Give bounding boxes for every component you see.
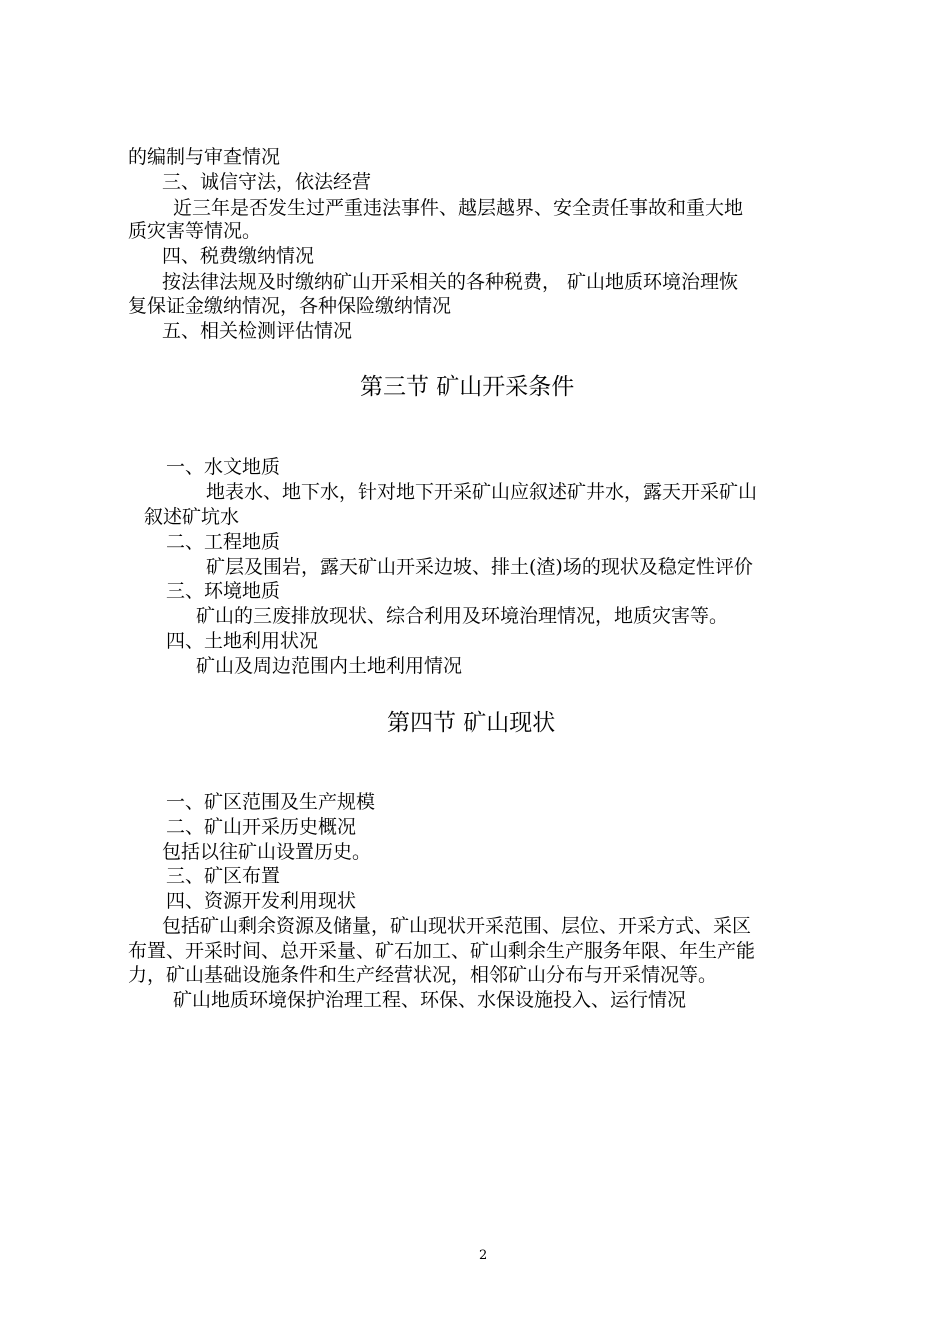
body-line: 力，矿山基础设施条件和生产经营状况，相邻矿山分布与开采情况等。 [128,964,718,986]
item-heading-engineering-geology: 二、工程地质 [166,531,281,553]
body-line: 按法律法规及时缴纳矿山开采相关的各种税费， 矿山地质环境治理恢 [162,271,739,293]
body-line: 地表水、地下水，针对地下开采矿山应叙述矿井水，露天开采矿山 [206,481,758,503]
item-heading-resources: 四、资源开发利用现状 [166,890,357,912]
item-heading-integrity: 三、诚信守法，依法经营 [162,171,372,193]
body-line: 的编制与审查情况 [128,146,281,168]
page-number: 2 [479,1248,488,1263]
section-title-mine-status: 第四节 矿山现状 [387,710,556,736]
item-heading-mine-area: 一、矿区范围及生产规模 [166,791,376,813]
item-heading-taxes: 四、税费缴纳情况 [162,245,315,267]
body-line: 矿山的三废排放现状、综合利用及环境治理情况，地质灾害等。 [196,605,729,627]
item-heading-land-use: 四、土地利用状况 [166,630,319,652]
body-line: 复保证金缴纳情况，各种保险缴纳情况 [128,295,452,317]
body-line: 质灾害等情况。 [128,220,262,242]
item-heading-layout: 三、矿区布置 [166,865,281,887]
item-heading-hydrogeology: 一、水文地质 [166,456,281,478]
body-line: 叙述矿坑水 [144,506,240,528]
body-line: 布置、开采时间、总开采量、矿石加工、矿山剩余生产服务年限、年生产能 [128,940,756,962]
item-heading-environmental-geology: 三、环境地质 [166,580,281,602]
body-line: 近三年是否发生过严重违法事件、越层越界、安全责任事故和重大地 [173,197,744,219]
body-line: 矿层及围岩，露天矿山开采边坡、排土(渣)场的现状及稳定性评价 [206,556,753,578]
body-line: 包括矿山剩余资源及储量，矿山现状开采范围、层位、开采方式、采区 [162,915,752,937]
item-heading-assessment: 五、相关检测评估情况 [162,320,353,342]
item-heading-history: 二、矿山开采历史概况 [166,816,357,838]
body-line: 包括以往矿山设置历史。 [162,841,372,863]
section-title-mining-conditions: 第三节 矿山开采条件 [360,374,575,400]
body-line: 矿山及周边范围内土地利用情况 [196,655,463,677]
body-line: 矿山地质环境保护治理工程、环保、水保设施投入、运行情况 [173,989,687,1011]
